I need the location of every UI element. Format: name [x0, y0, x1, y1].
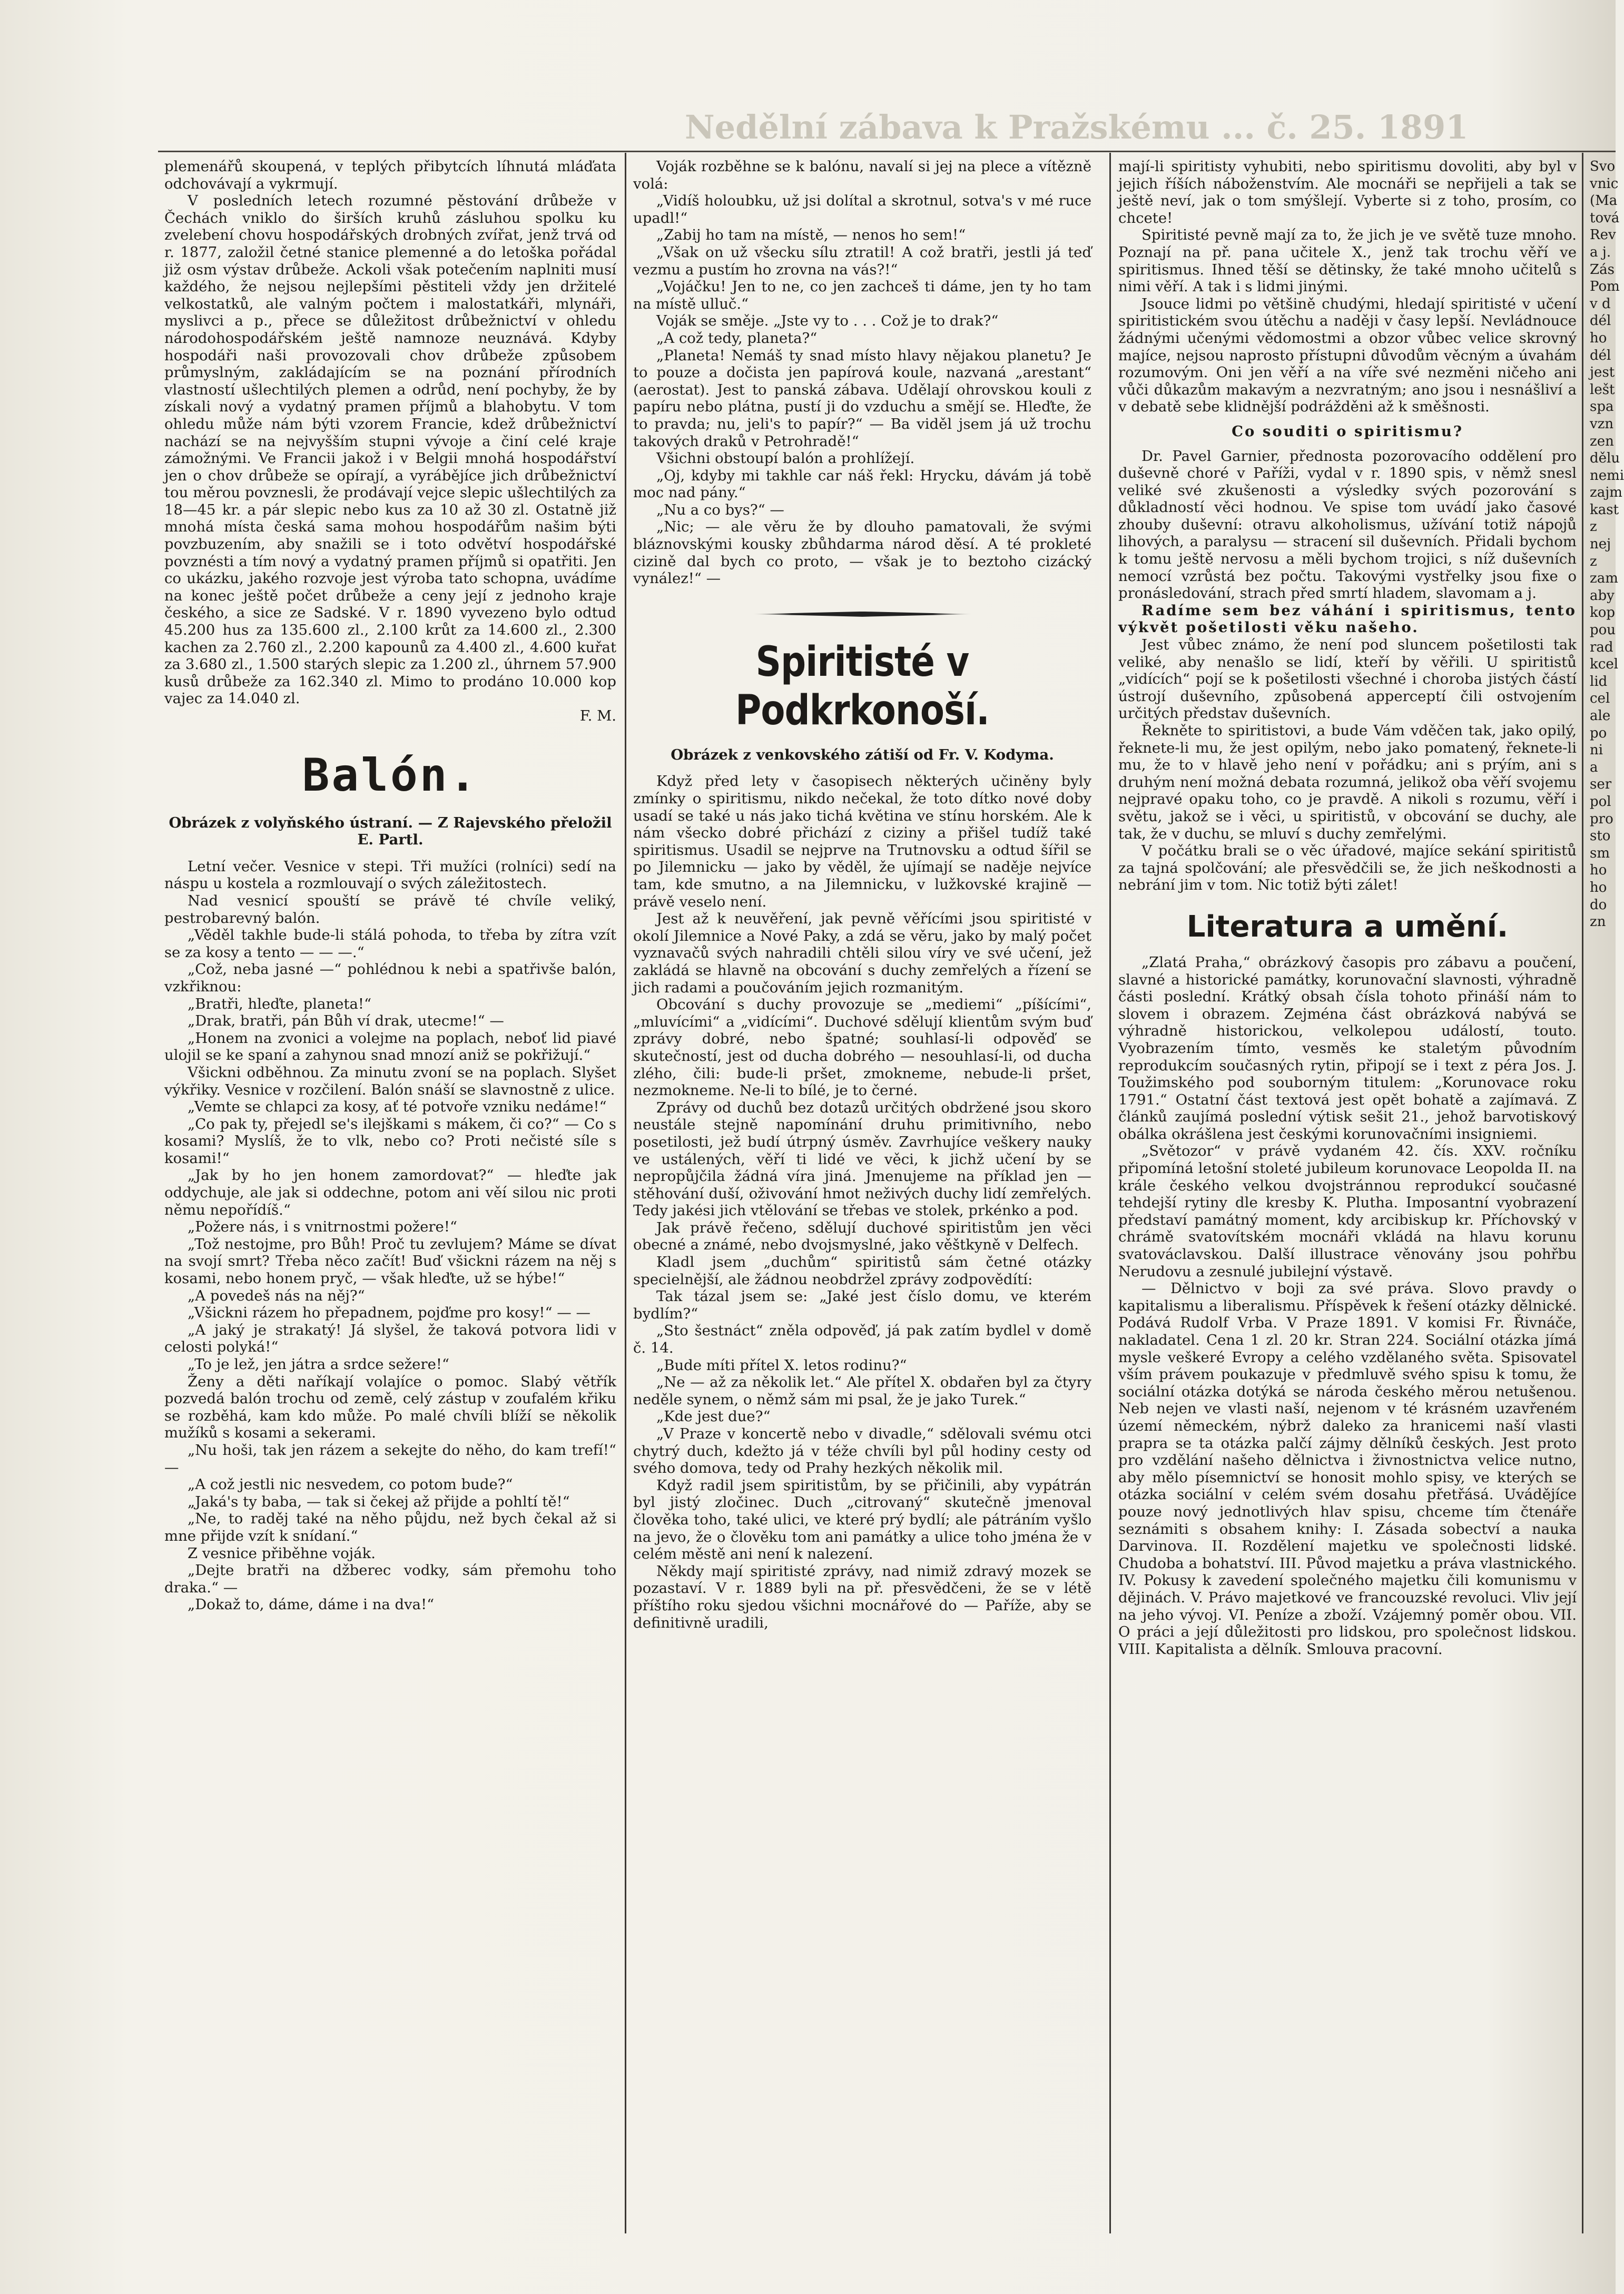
column-4-line: nej — [1590, 536, 1611, 553]
paragraph: „A což tedy, planeta?“ — [656, 329, 818, 347]
paragraph: Z vesnice přiběhne voják. — [188, 1544, 376, 1562]
paragraph: „Nic; — ale věru že by dlouho pamatovali, že svými bláznovskými kousky zbůhdarma národ děsí. A té prokleté cizině dal bych co proto, — však je to beztoho cizácký vynález!“ — — [633, 518, 1091, 587]
column-rule-3 — [1582, 153, 1583, 2233]
paragraph: „Nu a co bys?“ — — [656, 501, 784, 518]
column-4-line: nemi — [1590, 467, 1624, 484]
paragraph: „Vidíš holoubku, už jsi dolítal a skrotnul, sotva's v mé ruce upadl!“ — [633, 192, 1091, 227]
paragraph: „Honem na zvonici a volejme na poplach, neboť lid piavé ulojil se ke spaní a zahynou snad mnozí aniž se pokřižují.“ — [164, 1029, 616, 1064]
paragraph: „Ne, to raděj také na něho půjdu, než bych čekal až si mne přijde vzít k snídaní.“ — [164, 1510, 616, 1544]
column-4-line: jest — [1590, 365, 1615, 381]
paragraph: Ženy a děti naříkají volajíce o pomoc. Slabý větřík pozvedá balón trochu od země, celý zástup v zoufalém křiku se rozběhá, kam kdo může. Po malé chvíli blíží se několik mužíků s kosami a sekerami. — [164, 1373, 616, 1442]
paragraph: Jest až k neuvěření, jak pevně věřícími jsou spiritisté v okolí Jilemnice a Nové Paky, a zdá se věru, jako by malý počet vyznavačů svých nahradili chtěli silou víry ve své učení, jež zakládá se hlavně na obcování s duchy zemřelých a řízení se jich radami a poučováním jejich rozmanitým. — [633, 910, 1091, 996]
paragraph: Jest vůbec známo, že není pod sluncem pošetilosti tak veliké, aby nenašlo se lidí, kteří by věřili. U spiritistů „vidících“ pojí se k pošetilosti všechné i choroba jistých částí ústrojí duševního, způsobená apperceptí čili ostvojením určitých představ duševních. — [1118, 636, 1577, 722]
paragraph: Řekněte to spiritistovi, a bude Vám vděčen tak, jako opilý, řeknete-li mu, že jest opilým, nebo jako pomatený, řeknete-li mu, že to v hlavě jeho není v pořádku; ani s prýím, ani s druhým není možná debata rozumná, jelikož oba věří svojemu nejpravé opaku toho, co je pravdě. A nikoli s rozumu, věří i světu, jakož se i věci, u spiritistů, v obcování se duchy, ale tak, že v duchu, se mluví s duchy zemřelými. — [1118, 722, 1577, 842]
column-4-line: vzn — [1590, 416, 1614, 432]
paragraph: „Věděl takhle bude-li stálá pohoda, to třeba by zítra vzít se za kosy a tento — — —.“ — [164, 927, 616, 961]
column-4-line: zn — [1590, 914, 1606, 930]
paragraph: Jak právě řečeno, sdělují duchové spiritistům jen věci obecné a známé, nebo dvojsmyslné, jako věštkyně v Delfech. — [633, 1219, 1091, 1254]
column-4-line: dělu — [1590, 450, 1620, 467]
paragraph: Dr. Pavel Garnier, přednosta pozorovacího oddělení pro duševně choré v Paříži, vydal v r. 1890 spis, v němž snesl veliké své zkušenosti a výsledky svých pozorování s důkladností věci hodnou. Ve spise tom uvádí jako časové zhouby duševní: otravu alkoholismus, užívání totiž nápojů lihových, a paralysu — stracení sil duševních. Přidali bychom k tomu ještě nervosu a měli bychom trojici, s níž duševních nemocí vzrůstá bez počtu. Takovými vystřelky jsou fixe o pronásledování, strach před smrtí hladem, slavomam a j. — [1118, 447, 1577, 602]
paragraph: Nad vesnicí spouští se právě té chvíle veliký, pestrobarevný balón. — [164, 892, 616, 927]
paragraph: Když před lety v časopisech některých učiněny byly zmínky o spiritismu, nikdo nečekal, že toto dítko nové doby usadí se také u nás jako tichá květina ve stínu horském. Ale k nám všecko dobré přichází z ciziny a přišel tudíž také spiritismus. Usadil se nejprve na Trutnovsku a odtud šířil se po Jilemnicku — jako by věděl, že ujímají se naděje nejvíce tam, kde smutno, a na Jilemnicku, v lužkovské krajině — právě veselo není. — [633, 773, 1091, 910]
paragraph: „Požere nás, i s vnitrnostmi požere!“ — [188, 1218, 457, 1236]
paragraph: Jsouce lidmi po většině chudými, hledají spiritisté v učení spiritistickém svou útěchu a naději v časy lepší. Nevládnouce žádnými učenými vědomostmi a obzor vůbec velice skrovný majíce, nejsou naprosto přístupni důvodům věcným a úvahám rozumovým. Oni jen věří a na víře své nezměni ničeho ani vůči důkazům makavým a nezvratným; ano jsou i nesnášliví a v debatě sebe klidnější podrážděni až k směšnosti. — [1118, 295, 1577, 416]
column-4-line: zen — [1590, 433, 1614, 449]
column-4-line: v d — [1590, 296, 1611, 312]
column-4-line: kast — [1590, 501, 1619, 518]
paragraph: „Dokaž to, dáme, dáme i na dva!“ — [188, 1596, 435, 1613]
paragraph: Zprávy od duchů bez dotazů určitých obdržené jsou skoro neustále stejně napomínání druhu primitivního, nebo posetilosti, jež budí útrpný úsměv. Zavrhujíce veškery nauky ve ustálených, věří ti lidé ve věci, k jichž učení by se nepropůjčila žádná víra jiná. Jmenujeme na příklad jen — stěhování duší, oživování hmot neživých duchy lidí zemřelých. Tedy jakési jich vtělování se třebas ve stolek, prkénko a pod. — [633, 1099, 1091, 1219]
column-4-line: Zás — [1590, 261, 1615, 278]
paragraph: Voják rozběhne se k balónu, navalí si jej na plece a vítězně volá: — [633, 158, 1091, 192]
column-4-line: ale — [1590, 708, 1611, 724]
paragraph: Voják se směje. „Jste vy to . . . Což je to drak?“ — [656, 312, 999, 330]
column-4-line: aby — [1590, 587, 1615, 604]
paragraph: Radíme sem bez váhání i spiritismus, tento výkvět pošetilosti věku našeho. — [1118, 602, 1577, 636]
column-4-line: (Ma — [1590, 193, 1618, 209]
column-4-line: po — [1590, 725, 1607, 741]
paragraph: Všichni obstoupí balón a prohlížejí. — [656, 450, 915, 467]
column-1 — [164, 158, 616, 2226]
paragraph: „Vojáčku! Jen to ne, co jen zachceš ti dáme, jen ty ho tam na místě ulluč.“ — [633, 278, 1091, 312]
paragraph: „Vemte se chlapci za kosy, ať té potvoře vzniku nedáme!“ — [188, 1098, 607, 1116]
column-4-line: zam — [1590, 570, 1618, 587]
paragraph: „To je lež, jen játra a srdce sežere!“ — [188, 1356, 449, 1373]
top-rule — [158, 151, 1616, 152]
paragraph: „Drak, bratři, pán Bůh ví drak, utecme!“ — — [188, 1012, 504, 1030]
column-4-line: Pom — [1590, 279, 1620, 295]
paragraph: „Planeta! Nemáš ty snad místo hlavy nějakou planetu? Je to pouze a dočista jen papírová koule, nazvaná „arestant“ (aerostat). Jest to panská zábava. Udělají ohrovskou kouli z papíru nebo plátna, pustí ji do vzduchu a smějí se. Hleďte, že to pravda; nu, jeli's to papír?“ — Ba viděl jsem já už trochu takových draků v Petrohradě!“ — [633, 347, 1091, 450]
paragraph: „A povedeš nás na něj?“ — [188, 1287, 365, 1304]
paragraph: „Dejte bratři na džberec vodky, sám přemohu toho draka.“ — — [164, 1562, 616, 1596]
column-4-line: lid — [1590, 673, 1608, 690]
paragraph: „Sto šestnáct“ zněla odpověď, já pak zatím bydlel v domě č. 14. — [633, 1322, 1091, 1357]
paragraph: „Světozor“ v právě vydaném 42. čís. XXV. ročníku připomíná letošní stoleté jubileum korunovace Leopolda II. na krále českého velkou dvojstránnou reprodukcí současné tehdejší rytiny dle kresby K. Plutha. Imposantní vyobrazení představí památný moment, kdy arcibiskup kr. Příchovský v chrámě svatovítském mocnáři vkládá na hlavu korunu svatováclavskou. Další illustrace věnovány jsou pohřbu Nerudovu a zesnulé jubilejní výstavě. — [1118, 1143, 1577, 1280]
paragraph: Někdy mají spiritisté zprávy, nad nimiž zdravý mozek se pozastaví. V r. 1889 byli na př. přesvědčeni, že se v létě příštího roku sjedou všichni mocnářové do — Paříže, aby se definitivně uradili, — [633, 1562, 1091, 1631]
paragraph: „Zlatá Praha,“ obrázkový časopis pro zábavu a poučení, slavné a historické památky, korunovační slavnosti, výhradně části poslední. Krátký obsah čísla tohoto přináší nám to slovem i obrazem. Zejména část obrázková nabývá se výhradně historickou, velkolepou událostí, touto. Vyobrazením tímto, vesměs ke staletým původním reprodukcím současných rytin, připojí se i text z péra Jos. J. Toužimského pod souborným titulem: „Korunovace roku 1791.“ Ostatní část textová jest opět bohatě a zajímavá. Z článků zaujímá poslední výtisk sešit 21., jehož barvotiskový obálka okrášlena jest českými korunovačními insigniemi. — [1118, 953, 1577, 1143]
paragraph: „Tož nestojme, pro Bůh! Proč tu zevlujem? Máme se dívat na svojí smrt? Třeba něco začít! Buď všickni rázem na něj s kosami, nebo honem pryč, — však hleďte, už se hýbe!“ — [164, 1235, 616, 1287]
paragraph: Letní večer. Vesnice v stepi. Tři mužíci (rolníci) sedí na náspu u kostela a rozmlouvají o svých záležitostech. — [164, 858, 616, 892]
column-4-line: do — [1590, 897, 1607, 913]
column-4-line: ho — [1590, 330, 1607, 346]
paragraph: „V Praze v koncertě nebo v divadle,“ sdělovali svému otci chytrý duch, kdežto já v téže chvíli byl půl hodiny cesty od svého domova, tedy od Prahy hezkých několik mil. — [633, 1425, 1091, 1477]
ornamental-divider — [752, 612, 973, 617]
paragraph: „Zabij ho tam na místě, — nenos ho sem!“ — [656, 227, 966, 244]
column-4-line: dél — [1590, 313, 1611, 329]
column-4-line: pro — [1590, 811, 1613, 827]
paragraph: „Kde jest due?“ — [656, 1408, 771, 1425]
column-rule-1 — [625, 153, 626, 2233]
column-4-line: ho — [1590, 879, 1607, 895]
column-4-line: kcel — [1590, 656, 1619, 673]
column-4-line: lešt — [1590, 381, 1615, 398]
column-4-line: Svo — [1590, 159, 1616, 174]
paragraph: Obcování s duchy provozuje se „mediemi“ „píšícími“, „mluvícími“ a „vidícími“. Duchové sdělují klientům svým buď zprávy dobré, nebo špatné; souhlasí-li odpověď se skutečností, jest od ducha dobrého — nesouhlasí-li, od ducha zlého, čili: bude-li pršet, zmokneme, nebude-li pršet, nezmokneme. Ne-li to bílé, je to černé. — [633, 996, 1091, 1099]
column-rule-2 — [1109, 153, 1111, 2233]
article-title-balon: Balón. — [302, 749, 479, 802]
column-4-line: dél — [1590, 347, 1611, 363]
column-4-line: a — [1590, 759, 1598, 775]
paragraph: Tak tázal jsem se: „Jaké jest číslo domu, ve kterém bydlím?“ — [633, 1288, 1091, 1322]
paragraph: V počátku brali se o věc úřadové, majíce sekání spiritistů za tajná spolčování; ale přesvědčili se, že jich neškodnosti a nebrání jim v tom. Nic totiž býti zálet! — [1118, 842, 1577, 894]
column-4-line: kop — [1590, 605, 1616, 621]
paragraph: „Jaká's ty baba, — tak si čekej až přijde a pohltí tě!“ — [188, 1493, 570, 1510]
column-4-line: ho — [1590, 862, 1607, 879]
column-4-line: a j. — [1590, 244, 1611, 260]
paragraph: Kladl jsem „duchům“ spiritistů sám četné otázky specielnější, ale žádnou neobdržel zprávy zodpovědítí: — [633, 1254, 1091, 1288]
column-4-fragment — [1590, 158, 1624, 2226]
paragraph: „Bude míti přítel X. letos rodinu?“ — [656, 1356, 907, 1374]
paragraph: Spiritisté pevně mají za to, že jich je ve světě tuze mnoho. Poznají na př. pana učitele X., jenž tak trochu věří ve spiritismus. Ihned těší se dětinsky, že také mnoho učitelů s nimi věří. A tak i s lidmi jinými. — [1118, 227, 1577, 296]
paragraph: „Co pak ty, přejedl se's ilejškami s mákem, či co?“ — Co s kosami? Myslíš, že to vlk, nebo co? Proti nečisté síle s kosami!“ — [164, 1115, 616, 1167]
paragraph: „Však on už všecku sílu ztratil! A což bratři, jestli já teď vezmu a pustím ho zrovna na vás?!“ — [633, 243, 1091, 278]
paragraph: V posledních letech rozumné pěstování drůbeže v Čechách vniklo do širších kruhů zásluhou spolku ku zvelebení chovu hospodářských drobných zvířat, jenž trvá od r. 1877, založil četné stanice plemenné a do letoška pořádal již osm výstav drůbeže. Ackoli však potečením naplniti musí každého, že nejsou nejlepšími pěstiteli vždy jen držitelé velkostatků, ale valným počtem i malostatkáři, mlynáři, myslivci a p., přece se důležitost drůbežnictví v ohledu národohospodářském ještě namnoze neuznává. Kdyby hospodáři naši provozovali chov drůbeže způsobem průmyslným, zakládajícím se na poznání přírodních vlastností ušlechtilých plemen a odrůd, není pochyby, že by získali nový a vydatný pramen příjmů a blahobytu. V tom ohledu může nám býti vzorem Francie, kdež drůbežnictví nachází se na nejvyšším stupni vývoje a činí celé kraje zámožnými. Ve Francii jakož i v Belgii mnohá hospodářství jen o chov drůbeže se opírají, a vyrábějíce jich drůbežnictví tou měrou povznesli, že prodávají vejce slepic ušlechtilých za 18—45 kr. a pár slepic nebo kus za 10 až 30 zl. Ostatně již mnohá místa česká sama mohou hospodářům našim býti povzbuzením, aby snažili se i toto odvětví hospodářské povznésti a tím nový a vydatný pramen příjmů si opatřiti. Jen co ukázku, jakého rozvoje jest výroba tato schopna, uvádíme na konec ještě počet drůbeže a ceny její z jednoho kraje českého, a sice ze Sadské. V r. 1890 vyvezeno bylo odtud 45.200 hus za 135.600 zl., 2.100 krůt za 14.600 zl., 2.300 kachen za 2.760 zl., 2.200 kapounů za 4.400 zl., 4.600 kuřat za 3.680 zl., 1.500 starých slepic za 1.200 zl., úhrnem 57.900 kusů drůbeže za 162.340 zl. Mimo to prodáno 10.000 kop vajec za 14.040 zl. — [164, 192, 616, 707]
paragraph: Všickni odběhnou. Za minutu zvoní se na poplach. Slyšet výkřiky. Vesnice v rozčilení. Balón snáší se slavnostně z ulice. — [164, 1064, 616, 1098]
column-4-line: cel — [1590, 691, 1610, 707]
paragraph: mají-li spiritisty vyhubiti, nebo spiritismu dovoliti, aby byl v jejich říších náboženstvím. Ale mocnáři se nepřijeli a tak se ještě neví, jak o tom smýšlejí. Vyberte si z toho, prosím, co chcete! — [1118, 158, 1577, 227]
column-4-line: vnic — [1590, 175, 1619, 192]
column-4-line: ni — [1590, 742, 1603, 759]
column-2 — [633, 158, 1091, 2226]
paragraph: „Všickni rázem ho přepadnem, pojďme pro kosy!“ — — — [188, 1304, 591, 1322]
article-subtitle: Obrázek z volyňského ústraní. — Z Rajevského přeložil E. Partl. — [169, 814, 612, 849]
paragraph: „Což, neba jasné —“ pohlédnou k nebi a spatřivše balón, vzkřiknou: — [164, 961, 616, 995]
faded-masthead: Nedělní zábava k Pražskému ... č. 25. 1891 — [685, 108, 1469, 146]
column-4-line: spa — [1590, 399, 1614, 415]
article-title-spiritiste: Spiritisté v Podkrkonoší. — [735, 638, 989, 734]
column-4-line: sto — [1590, 828, 1611, 844]
paragraph: „A což jestli nic nesvedem, co potom bude?“ — [188, 1476, 513, 1493]
column-4-line: ser — [1590, 776, 1612, 793]
section-title-literatura: Literatura a umění. — [1186, 909, 1509, 944]
section-subheading: Co souditi o spiritismu? — [1232, 422, 1463, 440]
author-signature: F. M. — [579, 707, 616, 724]
paragraph: „Jak by ho jen honem zamordovat?“ — hleďte jak oddychuje, ale jak si oddechne, potom ani věí silou nic proti němu nepořídíš.“ — [164, 1167, 616, 1218]
column-4-line: pol — [1590, 793, 1611, 810]
column-4-line: z — [1590, 519, 1597, 535]
column-4-line: sm — [1590, 845, 1610, 861]
paragraph: — Dělnictvo v boji za své práva. Slovo pravdy o kapitalismu a liberalismu. Příspěvek k řešení otázky dělnické. Podává Rudolf Vrba. V Praze 1891. V komisi Fr. Řivnáče, nakladatel. Cena 1 zl. 20 kr. Stran 224. Sociální otázka jímá mysle veškeré Evropy a celého vzdělaného světa. Spisovatel vším právem poukazuje v předmluvě svého spisu k tomu, že sociální otázka dotýká se národa českého měrou netušenou. Neb nejen ve vlasti naší, nejenom v té krásném uzavřeném území německém, nýbrž daleko za hranicemi naší vlasti prapra se ta otázka palčí zájmy dělníků českých. Jest proto pro vzdělání našeho dělnictva i živnostnictva velice nutno, aby mělo písemnictví se honosit mohlo spisy, ve kterých se otázka sociální v celém svém dosahu přetřásá. Uvádějíce pouze nový jednotlivých hlav spisu, chceme tím čtenáře seznámiti s obsahem knihy: I. Zásada sobectví a nauka Darvinova. II. Rozdělení majetku ve společnosti lidské. Chudoba a bohatství. III. Původ majetku a práva vlastnického. IV. Pokusy k zavedení společného majetku čili komunismu v dějinách. V. Právo majetkové ve francouzské revoluci. Vliv její na jeho vývoj. VI. Peníze a zboží. Vzájemný poměr obou. VII. O práci a její důležitosti pro lidskou, pro společnost lidskou. VIII. Kapitalista a dělník. Smlouva pracovní. — [1118, 1280, 1577, 1658]
paragraph: „Nu hoši, tak jen rázem a sekejte do něho, do kam trefí!“ — — [164, 1441, 616, 1476]
column-4-line: pou — [1590, 622, 1616, 638]
paragraph: „Oj, kdyby mi takhle car náš řekl: Hrycku, dávám já tobě moc nad pány.“ — [633, 467, 1091, 501]
column-4-line: tová — [1590, 210, 1620, 226]
column-4-line: z — [1590, 553, 1597, 569]
paragraph: Když radil jsem spiritistům, by se přičinili, aby vypátrán byl jistý zločinec. Duch „citrovaný“ skutečně jmenoval člověka toho, také ulici, ve které prý bydlí; ale pátráním vyšlo na jevo, že o člověku tom ani památky a ulice toho jména že v celém městě ani není k nalezení. — [633, 1476, 1091, 1563]
column-4-line: rad — [1590, 639, 1613, 655]
article-subtitle: Obrázek z venkovského zátiší od Fr. V. Kodyma. — [671, 746, 1054, 763]
column-3 — [1118, 158, 1577, 2226]
paragraph: „A jaký je strakatý! Já slyšel, že taková potvora lidi v celosti polyká!“ — [164, 1321, 616, 1356]
column-4-line: Rev — [1590, 227, 1616, 243]
paragraph: plemenářů skoupená, v teplých přibytcích líhnutá mláďata odchovávají a vykrmují. — [164, 158, 616, 192]
paragraph: „Ne — až za několik let.“ Ale přítel X. obdařen byl za čtyry neděle synem, o němž sám mi psal, že je jako Turek.“ — [633, 1374, 1091, 1408]
paragraph: „Bratři, hleďte, planeta!“ — [188, 995, 372, 1012]
column-4-line: zajm — [1590, 485, 1622, 501]
